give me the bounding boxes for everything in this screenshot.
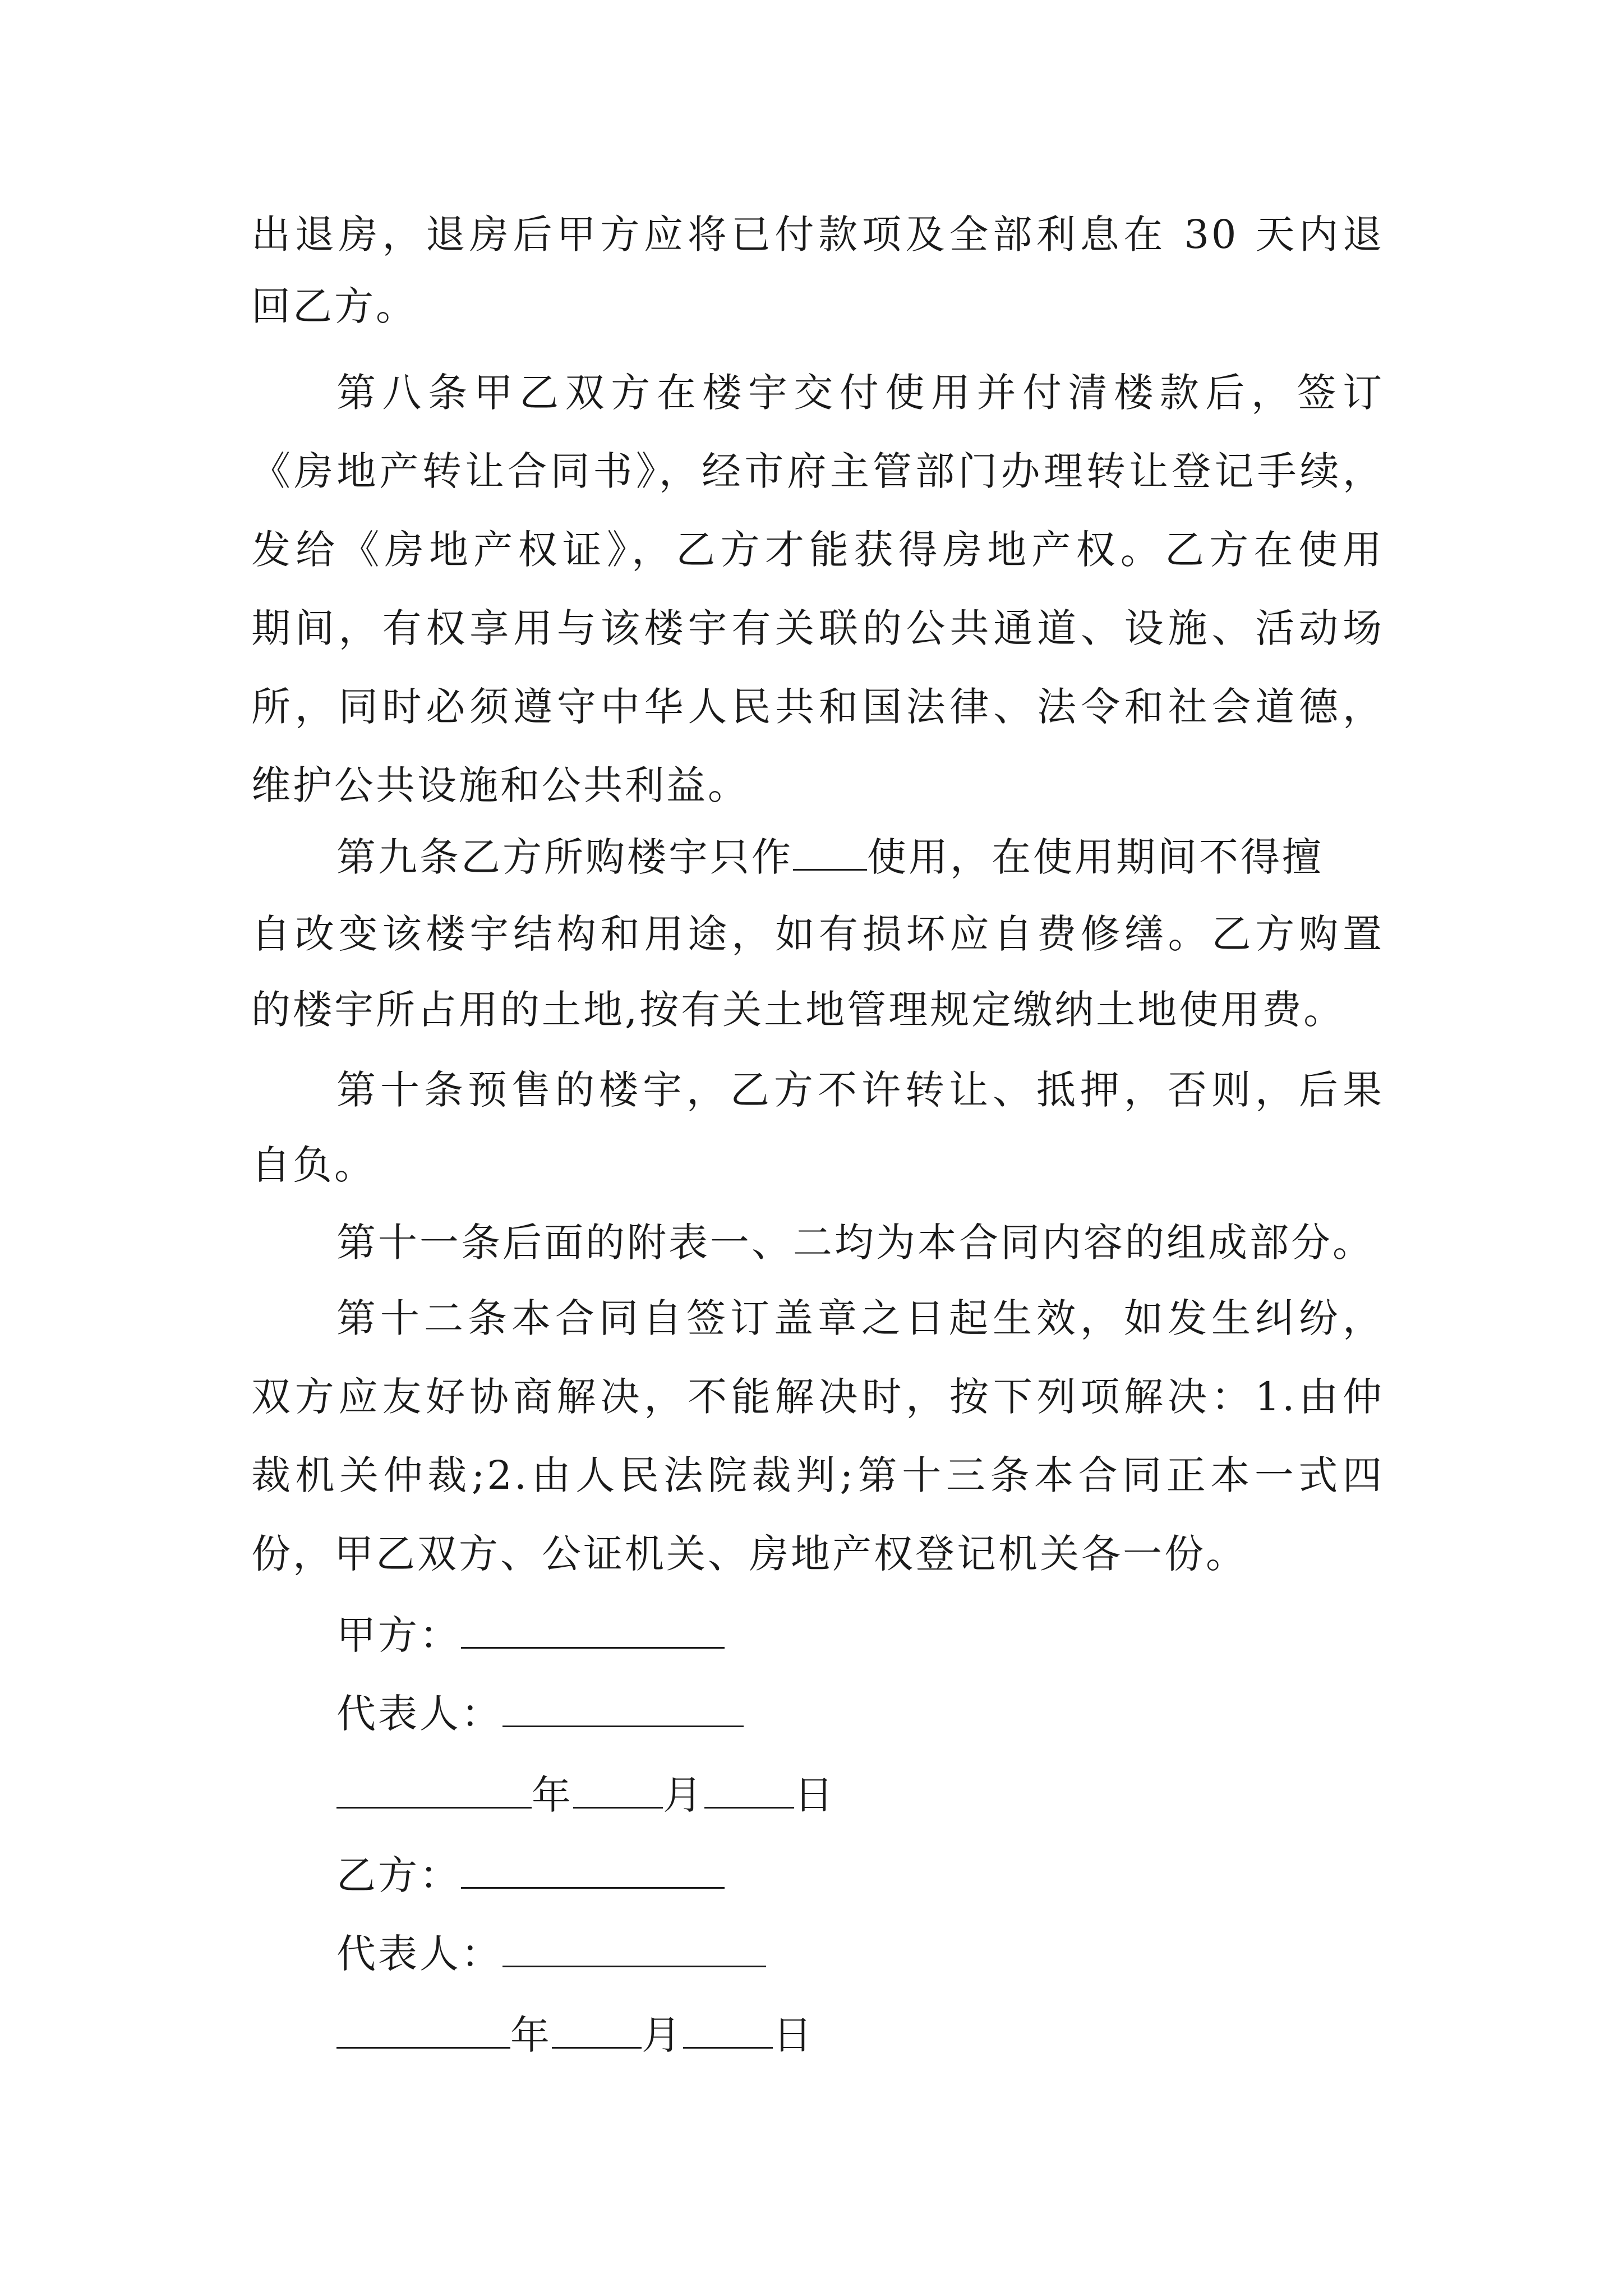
date-b-line: [336, 2007, 1384, 2063]
party-a-label: 甲方：: [336, 1612, 461, 1658]
day-label: 日: [773, 2012, 814, 2058]
article-9-text-start: 第九条乙方所购楼宇只作: [336, 834, 793, 880]
rep-a-blank: [502, 1691, 744, 1727]
article-8-line: 第八条甲乙双方在楼宇交付使用并付清楼款后，签订: [336, 370, 1384, 416]
body-line: 双方应友好协商解决，不能解决时，按下列项解决：1.由仲: [251, 1374, 1384, 1420]
article-11-line: 第十一条后面的附表一、二均为本合同内容的组成部分。: [336, 1220, 1374, 1266]
year-label: 年: [510, 2012, 552, 2058]
year-label: 年: [532, 1772, 573, 1818]
body-line: 所，同时必须遵守中华人民共和国法律、法令和社会道德，: [251, 684, 1384, 730]
month-blank: [573, 1772, 663, 1809]
body-line: 份，甲乙双方、公证机关、房地产权登记机关各一份。: [251, 1531, 1247, 1577]
rep-b-blank: [502, 1931, 766, 1967]
rep-b-label: 代表人：: [336, 1931, 502, 1977]
body-line: 发给《房地产权证》，乙方才能获得房地产权。乙方在使用: [251, 527, 1384, 573]
day-blank: [683, 2012, 773, 2049]
rep-a-label: 代表人：: [336, 1691, 502, 1737]
party-b-label: 乙方：: [336, 1852, 461, 1898]
article-12-line: 第十二条本合同自签订盖章之日起生效，如发生纠纷，: [336, 1295, 1384, 1341]
party-a-line: [336, 1607, 1384, 1663]
rep-a-line: [336, 1686, 1384, 1742]
month-label: 月: [663, 1772, 704, 1818]
date-a-line: [336, 1767, 1384, 1823]
body-line: 回乙方。: [251, 283, 417, 329]
body-line: 维护公共设施和公共利益。: [251, 762, 749, 808]
article-9-line: [336, 829, 1384, 885]
party-a-blank: [461, 1612, 725, 1649]
body-line: 《房地产转让合同书》，经市府主管部门办理转让登记手续，: [251, 448, 1384, 494]
party-b-line: [336, 1847, 1384, 1903]
body-line: 期间，有权享用与该楼宇有关联的公共通道、设施、活动场: [251, 605, 1384, 651]
day-label: 日: [794, 1772, 836, 1818]
article-10-line: 第十条预售的楼宇，乙方不许转让、抵押，否则，后果: [336, 1067, 1384, 1113]
body-line: 裁机关仲裁;2.由人民法院裁判;第十三条本合同正本一式四: [251, 1452, 1384, 1498]
body-line: 出退房，退房后甲方应将已付款项及全部利息在 30 天内退: [251, 211, 1384, 257]
year-blank: [336, 1772, 532, 1809]
month-blank: [552, 2012, 642, 2049]
month-label: 月: [642, 2012, 683, 2058]
body-line: 的楼宇所占用的土地,按有关土地管理规定缴纳土地使用费。: [251, 987, 1345, 1033]
day-blank: [704, 1772, 794, 1809]
body-line: 自负。: [251, 1142, 376, 1188]
year-blank: [336, 2012, 510, 2049]
usage-blank: [793, 834, 867, 871]
article-9-text-end: 使用，在使用期间不得擅: [867, 834, 1324, 880]
body-line: 自改变该楼宇结构和用途，如有损坏应自费修缮。乙方购置: [251, 911, 1384, 957]
party-b-blank: [461, 1852, 725, 1889]
rep-b-line: [336, 1926, 1384, 1982]
